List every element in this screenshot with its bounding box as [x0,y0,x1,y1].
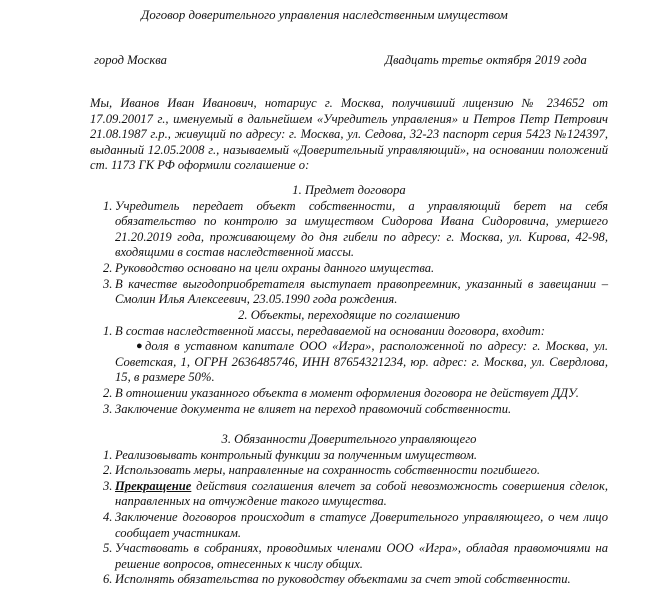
bullet-item [90,339,608,386]
bullet-icon: ● [136,340,143,353]
item-text: Заключение документа не влияет на переход правомочий собственности. [115,401,512,416]
section-duties [90,432,608,588]
item-number: 4. [103,509,113,524]
item-text: В качестве выгодоприобретателя выступает правопреемник, указанный в завещании – Смолин Илья Алексеевич, 23.05.1990 года рождения. [115,276,608,307]
item-text: Учредитель передает объект собственности, а управляющий берет на себя обязательство по контролю за имуществом Сидорова Ивана Сидоровича, умершего 21.20.2019 года, проживающему до дня гибели по адресу: г. Москва, ул. Кирова, 42-98, входящими в состав наследственной массы. [115,198,608,260]
item-number: 2. [103,463,113,478]
item-text: действия соглашения влечет за собой невозможность совершения сделок, направленных на отчуждение такого имущества. [115,478,608,509]
item-bold-text: Прекращение [115,478,192,493]
intro-paragraph [90,96,608,174]
document-date: Двадцать третье октября 2019 года [385,53,587,67]
item-text: Участвовать в собраниях, проводимых членами ООО «Игра», обладая правомочиями на решение вопросов, отнесенных к числу общих. [115,541,608,571]
section-heading: 3. Обязанности Доверительного управляющего [221,432,477,446]
list-item [90,541,608,572]
item-number: 5. [103,541,113,556]
section-subject [90,183,608,308]
item-text: Руководство основано на цели охраны данного имущества. [115,260,435,275]
list-item [90,261,608,277]
item-text: Использовать меры, направленные на сохранность собственности погибшего. [115,463,541,478]
item-number: 6. [103,572,113,587]
item-number: 3. [103,401,113,416]
item-number: 1. [103,323,113,338]
item-text: Реализовывать контрольный функции за полученным имуществом. [115,447,478,462]
item-text: Исполнять обязательства по руководству объектами за счет этой собственности. [115,572,571,587]
item-text: В состав наследственной массы, передаваемой на основании договора, входит: [115,323,545,338]
list-item [90,386,608,402]
section-heading: 2. Объекты, переходящие по соглашению [238,308,460,322]
list-item [90,572,608,588]
document-city: город Москва [94,53,167,67]
document-title: Договор доверительного управления наследственным имуществом [141,8,508,22]
intro-text: Мы, Иванов Иван Иванович, нотариус г. Москва, получивший лицензию № 234652 от 17.09.20017 г., именуемый в дальнейшем «Учредитель управления» и Петров Петр Петрович 21.08.1987 г.р., живущий по адресу: г. Москва, ул. Седова, 32-23 паспорт серия 5423 №124397, выданный 12.05.2008 г., называемый «Доверительный управляющий», на основании положений ст. 1173 ГК РФ оформили соглашение о: [90,96,608,173]
item-number: 1. [103,198,113,213]
section-objects [90,308,608,417]
list-item [90,463,608,479]
list-item [90,402,608,418]
section-heading: 1. Предмет договора [292,183,406,197]
item-number: 3. [103,478,113,493]
list-item [90,324,608,340]
item-number: 3. [103,276,113,291]
list-item [90,510,608,541]
list-item [90,479,608,510]
item-number: 1. [103,447,113,462]
list-item [90,277,608,308]
list-item [90,448,608,464]
bullet-text: доля в уставном капитале ООО «Игра», расположенной по адресу: г. Москва, ул. Советская, 1, ОГРН 2636485746, ИНН 87654321234, юр. адрес: г. Москва, ул. Свердлова, 15, в размере 50%. [115,339,608,385]
list-item [90,199,608,261]
item-text: Заключение договоров происходит в статусе Доверительного управляющего, о чем лицо сообщает участникам. [115,509,608,540]
item-number: 2. [103,385,113,400]
item-text: В отношении указанного объекта в момент оформления договора не действует ДДУ. [115,385,579,400]
item-number: 2. [103,260,113,275]
